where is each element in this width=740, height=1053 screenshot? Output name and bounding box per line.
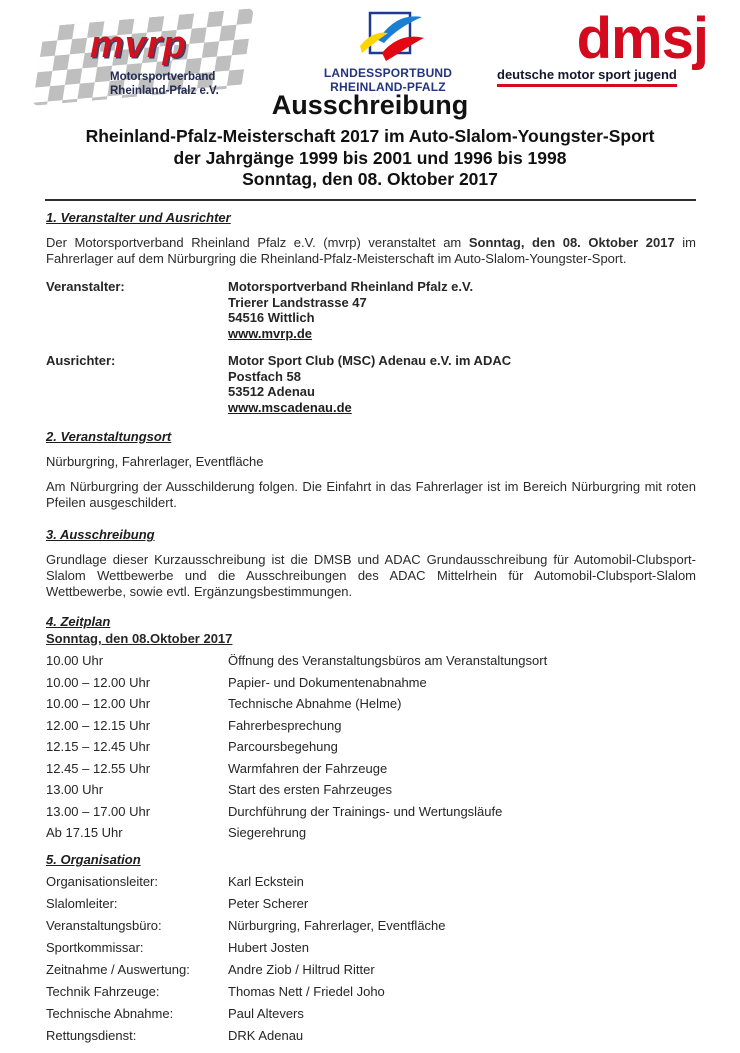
organisation-person: Nürburgring, Fahrerlager, Eventfläche: [228, 918, 446, 933]
section-1-heading: 1. Veranstalter und Ausrichter: [46, 210, 231, 225]
schedule-row: [46, 676, 696, 690]
schedule-row: [46, 762, 696, 776]
organisation-role: Technik Fahrzeuge:: [46, 984, 160, 999]
schedule-time: 12.15 – 12.45 Uhr: [46, 739, 151, 754]
organisation-row: [46, 963, 696, 977]
schedule-activity: Fahrerbesprechung: [228, 717, 342, 733]
schedule-activity: Siegerehrung: [228, 825, 307, 840]
schedule-time: 12.00 – 12.15 Uhr: [46, 717, 151, 733]
ausrichter-label: Ausrichter:: [46, 353, 116, 368]
title-line-2: der Jahrgänge 1999 bis 2001 und 1996 bis 1998: [173, 147, 567, 168]
landessportbund-line2: RHEINLAND-PFALZ: [330, 79, 446, 94]
horizontal-divider: [45, 199, 696, 201]
veranstalter-url-link[interactable]: www.mvrp.de: [228, 325, 313, 341]
ausrichter-details: [228, 353, 511, 415]
organisation-role: Zeitnahme / Auswertung:: [46, 962, 190, 977]
organisation-role: Sportkommissar:: [46, 940, 144, 955]
schedule-time: 13.00 – 17.00 Uhr: [46, 803, 151, 819]
schedule-activity: Papier- und Dokumentenabnahme: [228, 674, 427, 690]
section-2-location: Nürburgring, Fahrerlager, Eventfläche: [46, 454, 264, 469]
document-type-heading: Ausschreibung: [271, 90, 469, 120]
document-title: [0, 126, 740, 191]
schedule-time: 10.00 – 12.00 Uhr: [46, 696, 151, 711]
schedule-activity: Start des ersten Fahrzeuges: [228, 782, 393, 797]
organisation-person: Andre Ziob / Hiltrud Ritter: [228, 962, 375, 977]
schedule-time: 10.00 – 12.00 Uhr: [46, 674, 151, 690]
title-line-3: Sonntag, den 08. Oktober 2017: [242, 169, 498, 189]
schedule-activity: Parcoursbegehung: [228, 739, 338, 754]
schedule-row: [46, 805, 696, 819]
document-header: [0, 0, 740, 206]
mvrp-subtitle-line2: Rheinland-Pfalz e.V.: [110, 85, 219, 97]
veranstalter-block: [46, 279, 696, 341]
organisation-person: DRK Adenau: [228, 1028, 304, 1043]
section-3-heading: 3. Ausschreibung: [46, 527, 155, 542]
schedule-row: [46, 826, 696, 840]
veranstalter-name: Motorsportverband Rheinland Pfalz e.V.: [228, 279, 474, 294]
organisation-person: Paul Altevers: [228, 1006, 304, 1021]
intro-text-post: im Fahrerlager auf dem Nürburgring die Rheinland-Pfalz-Meisterschaft im Auto-Slalom-Youngster-Sport.: [46, 235, 696, 266]
organisation-row: [46, 897, 696, 911]
schedule-activity: Durchführung der Trainings- und Wertungsläufe: [228, 803, 503, 819]
section-2-heading: 2. Veranstaltungsort: [46, 429, 172, 444]
section-1-intro: [46, 235, 696, 267]
section-5-heading: 5. Organisation: [46, 852, 141, 867]
section-4-heading: 4. Zeitplan: [46, 614, 111, 629]
schedule-activity: Warmfahren der Fahrzeuge: [228, 760, 388, 776]
organisation-role: Organisationsleiter:: [46, 874, 158, 889]
mvrp-brand-text: mvrp: [90, 24, 187, 66]
organisation-table: [46, 875, 696, 1043]
schedule-time: 13.00 Uhr: [46, 782, 104, 797]
organisation-role: Slalomleiter:: [46, 896, 118, 911]
landessportbund-logo: [314, 10, 462, 94]
ausrichter-block: [46, 353, 696, 415]
organisation-row: [46, 1007, 696, 1021]
intro-text-pre: Der Motorsportverband Rheinland Pfalz e.V. (mvrp) veranstaltet am: [46, 235, 469, 250]
dmsj-brand-text: dmsj: [576, 6, 708, 71]
veranstalter-details: [228, 279, 473, 341]
ausrichter-name: Motor Sport Club (MSC) Adenau e.V. im ADAC: [228, 353, 512, 368]
schedule-activity: Technische Abnahme (Helme): [228, 696, 402, 711]
organisation-person: Hubert Josten: [228, 940, 309, 955]
schedule-time: 10.00 Uhr: [46, 653, 104, 668]
document-body: [46, 210, 696, 1051]
ausrichter-street: Postfach 58: [228, 368, 301, 384]
section-3-body: Grundlage dieser Kurzausschreibung ist die DMSB und ADAC Grundausschreibung für Automobil-Clubsport-Slalom Wettbewerbe und die Ausschreibungen des ADAC Mittelrhein für Automobil-Clubsport-Slalom Wettbewerbe, sowie evtl. Ergänzungsbestimmungen.: [46, 552, 696, 599]
schedule-time: Ab 17.15 Uhr: [46, 825, 123, 840]
mvrp-subtitle-line1: Motorsportverband: [110, 71, 216, 83]
organisation-person: Peter Scherer: [228, 896, 309, 911]
organisation-row: [46, 985, 696, 999]
schedule-time: 12.45 – 12.55 Uhr: [46, 760, 151, 776]
schedule-row: [46, 783, 696, 797]
organisation-person: Karl Eckstein: [228, 874, 304, 889]
organisation-row: [46, 875, 696, 889]
schedule-row: [46, 740, 696, 754]
section-2-body: Am Nürburgring der Ausschilderung folgen. Die Einfahrt in das Fahrerlager ist im Bereich Nürburgring mit roten Pfeilen ausgeschildert.: [46, 479, 696, 510]
veranstalter-city: 54516 Wittlich: [228, 310, 315, 325]
intro-date-bold: Sonntag, den 08. Oktober 2017: [468, 235, 675, 250]
organisation-role: Technische Abnahme:: [46, 1006, 174, 1021]
schedule-day-heading: Sonntag, den 08.Oktober 2017: [46, 631, 233, 646]
landessportbund-line1: LANDESSPORTBUND: [323, 66, 453, 80]
organisation-row: [46, 919, 696, 933]
organisation-row: [46, 1029, 696, 1043]
schedule-row: [46, 697, 696, 711]
schedule-table: [46, 654, 696, 840]
veranstalter-label: Veranstalter:: [46, 279, 125, 294]
ausrichter-url-link[interactable]: www.mscadenau.de: [228, 399, 352, 415]
schedule-row: [46, 719, 696, 733]
veranstalter-street: Trierer Landstrasse 47: [228, 294, 367, 310]
dmsj-tagline: deutsche motor sport jugend: [497, 67, 677, 87]
schedule-row: [46, 654, 696, 668]
organisation-person: Thomas Nett / Friedel Joho: [228, 984, 385, 999]
organisation-role: Rettungsdienst:: [46, 1028, 137, 1043]
dmsj-logo: [497, 6, 712, 87]
landessportbund-emblem-icon: [346, 10, 430, 67]
organisation-row: [46, 941, 696, 955]
title-line-1: Rheinland-Pfalz-Meisterschaft 2017 im Auto-Slalom-Youngster-Sport: [85, 126, 655, 146]
organisation-role: Veranstaltungsbüro:: [46, 918, 162, 933]
ausrichter-city: 53512 Adenau: [228, 384, 315, 399]
schedule-activity: Öffnung des Veranstaltungsbüros am Veranstaltungsort: [228, 653, 548, 668]
